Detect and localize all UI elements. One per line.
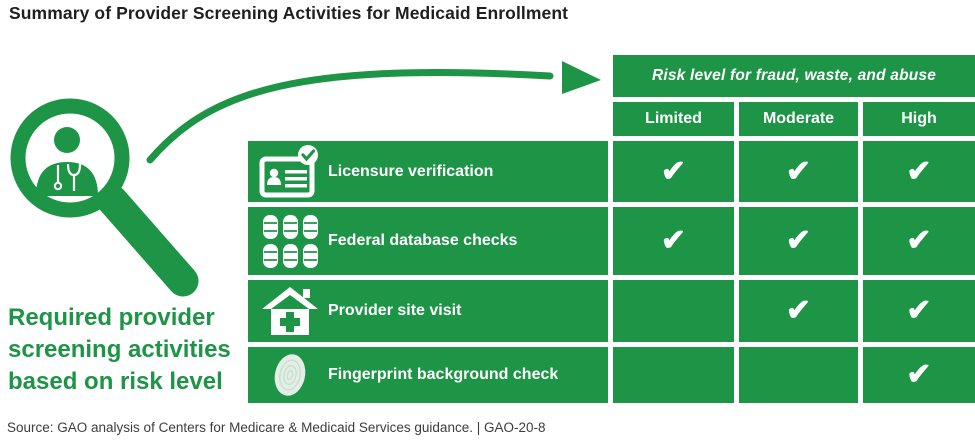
check-sitevisit-moderate: ✔ xyxy=(739,280,858,342)
row-fingerprint-background-check xyxy=(248,347,608,403)
row-licensure-verification xyxy=(248,141,608,202)
id-card-check-icon xyxy=(258,141,322,202)
check-sitevisit-limited xyxy=(613,280,734,342)
risk-level-header: Risk level for fraud, waste, and abuse xyxy=(613,55,975,97)
row-label-text: Licensure verification xyxy=(328,162,494,180)
row-label-text: Federal database checks xyxy=(328,232,518,249)
check-sitevisit-high: ✔ xyxy=(863,280,975,342)
left-caption xyxy=(8,302,258,398)
check-database-moderate: ✔ xyxy=(739,207,858,275)
row-label-text: Provider site visit xyxy=(328,302,462,319)
left-caption-line: Required provider xyxy=(8,304,215,331)
fingerprint-icon xyxy=(258,347,322,403)
check-database-high: ✔ xyxy=(863,207,975,275)
check-fingerprint-limited xyxy=(613,347,734,403)
risk-screening-table xyxy=(248,55,975,403)
source-note: Source: GAO analysis of Centers for Medicare & Medicaid Services guidance. | GAO-20-8 xyxy=(7,420,546,435)
check-fingerprint-high: ✔ xyxy=(863,347,975,403)
house-cross-icon xyxy=(258,280,322,342)
column-header-high: High xyxy=(863,102,975,136)
check-database-limited: ✔ xyxy=(613,207,734,275)
database-icon xyxy=(258,207,322,275)
left-caption-line: screening activities xyxy=(8,336,231,363)
column-header-moderate: Moderate xyxy=(739,102,858,136)
check-licensure-moderate: ✔ xyxy=(739,141,858,202)
row-federal-database-checks xyxy=(248,207,608,275)
row-provider-site-visit xyxy=(248,280,608,342)
left-caption-line: based on risk level xyxy=(8,368,223,395)
page-title: Summary of Provider Screening Activities for Medicaid Enrollment xyxy=(9,3,569,23)
magnifier-provider-icon xyxy=(18,106,183,281)
check-licensure-high: ✔ xyxy=(863,141,975,202)
check-fingerprint-moderate xyxy=(739,347,858,403)
check-licensure-limited: ✔ xyxy=(613,141,734,202)
row-label-text: Fingerprint background check xyxy=(328,366,559,383)
column-header-limited: Limited xyxy=(613,102,734,136)
